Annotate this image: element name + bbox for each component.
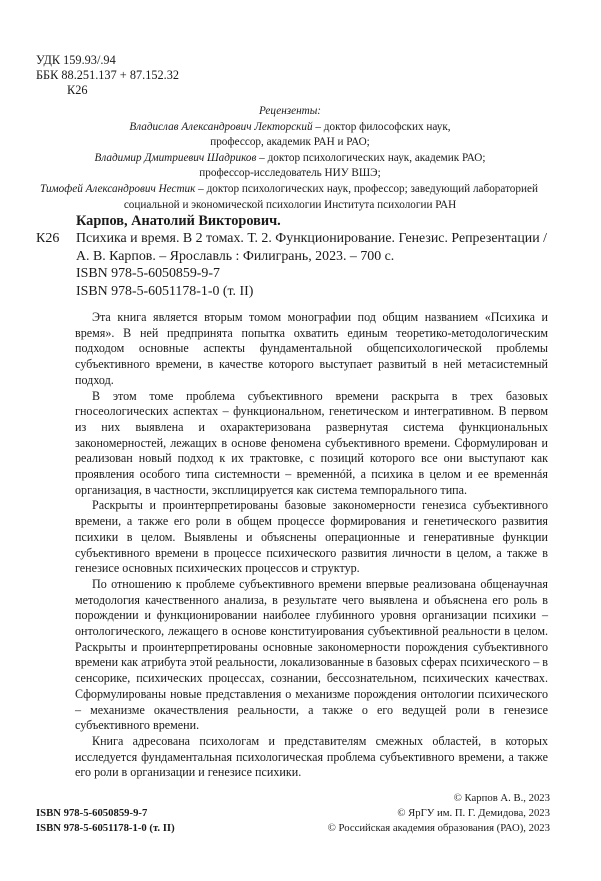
footer-isbns: [36, 806, 175, 836]
udk-code: УДК 159.93/.94: [36, 53, 116, 67]
copyright-notices: [328, 791, 550, 836]
footer-isbn-1: ISBN 978-5-6050859-9-7: [36, 807, 148, 819]
abstract-paragraph-5: Книга адресована психологам и представителям смежных областей, в которых исследуется фундаментальная психологическая проблема субъективного времени, а также его роли в организации и генезисе психики.: [75, 733, 548, 780]
footer-isbn-2: ISBN 978-5-6051178-1-0 (т. II): [36, 822, 175, 834]
bibliographic-record: [36, 213, 556, 300]
isbn-1: ISBN 978-5-6050859-9-7: [76, 266, 220, 282]
author-sign: К26: [67, 83, 88, 97]
reviewer-3-desc2: социальной и экономической психологии Института психологии РАН: [123, 198, 457, 211]
title-row: [36, 230, 556, 247]
reviewers-block: [30, 104, 550, 213]
copyright-author: © Карпов А. В., 2023: [453, 792, 550, 804]
abstract-paragraph-1: Эта книга является вторым томом монографии под общим названием «Психика и время». В ней предпринята попытка охватить единым теоретико-методологическим подходом основные аспекты фундаментальной общепсихологической проблемы субъективного времени, в качестве которого выступает развитый в ней метасистемный подход.: [75, 310, 548, 387]
isbn-2: ISBN 978-5-6051178-1-0 (т. II): [76, 283, 254, 299]
reviewers-heading: Рецензенты:: [258, 105, 322, 117]
reviewer-2: [30, 151, 550, 167]
reviewer-3-name: Тимофей Александрович Нестик: [40, 182, 196, 195]
author-sign-code: К26: [36, 231, 60, 247]
abstract-paragraph-3: Раскрыты и проинтерпретированы базовые закономерности генезиса субъективного времени, а также его роли в общем процессе формирования и генетического развития психики в целом. Выявлены и объяснены операционные и генеративные функции субъективного времени в процессе психического развития личности в целом, а также в генезисе основных психических процессов и структур.: [75, 498, 548, 576]
reviewer-3-desc: – доктор психологических наук, профессор; заведующий лабораторией: [195, 182, 538, 195]
bbk-code: ББК 88.251.137 + 87.152.32: [36, 68, 180, 82]
title-line-2: А. В. Карпов. – Ярославль : Филигрань, 2023. – 700 с.: [76, 248, 395, 264]
author-heading: Карпов, Анатолий Викторович.: [76, 213, 281, 229]
reviewer-1: [30, 120, 550, 136]
title-line-1: Психика и время. В 2 томах. Т. 2. Функционирование. Генезис. Репрезентации /: [76, 231, 547, 247]
reviewer-1-desc2: профессор, академик РАН и РАО;: [210, 136, 370, 149]
abstract-paragraph-4: По отношению к проблеме субъективного времени впервые реализована общенаучная методология качественного анализа, в результате чего выявлена и объяснена его роль в порождении и функционировании наиболее глубинного уровня организации психики – онтологического, лежащего в основе конституирования субъективной реальности в целом. Раскрыты и проинтерпретированы основные закономерности порождения субъективного времени как атрибута этой реальности, локализованные в базовых сферах психического – в сенсорике, психических процессах, сознании, бессознательном, психических качествах. Сформулированы новые представления о механизме порождения онтологии психического – механизме окачествления реальности, а также о его ведущей роли в генезисе субъективного времени.: [75, 576, 548, 733]
reviewer-1-desc: – доктор философских наук,: [312, 120, 451, 133]
copyright-university: © ЯрГУ им. П. Г. Демидова, 2023: [397, 807, 550, 819]
reviewer-2-desc2: профессор-исследователь НИУ ВШЭ;: [199, 167, 381, 180]
reviewer-3: [30, 182, 550, 198]
reviewer-2-name: Владимир Дмитриевич Шадриков: [94, 151, 257, 164]
copyright-academy: © Российская академия образования (РАО), 2023: [327, 822, 550, 834]
reviewer-2-desc: – доктор психологических наук, академик РАО;: [256, 151, 486, 164]
abstract: [75, 310, 548, 781]
classification-block: [36, 53, 179, 98]
reviewer-1-name: Владислав Александрович Лекторский: [129, 120, 313, 133]
abstract-paragraph-2: В этом томе проблема субъективного времени раскрыта в трех базовых гносеологических аспектах – функциональном, генетическом и интегративном. В первом из них выявлена и охарактеризована развернутая система функциональных закономерностей, лежащих в основе феномена субъективного времени. Сформулирован и реализован новый подход к их трактовке, с позиций которого все они выступают как проявления особого типа системности – временнóй, а психика в целом и ее временнáя организация, в частности, эксплицируется как система темпорального типа.: [75, 388, 548, 497]
